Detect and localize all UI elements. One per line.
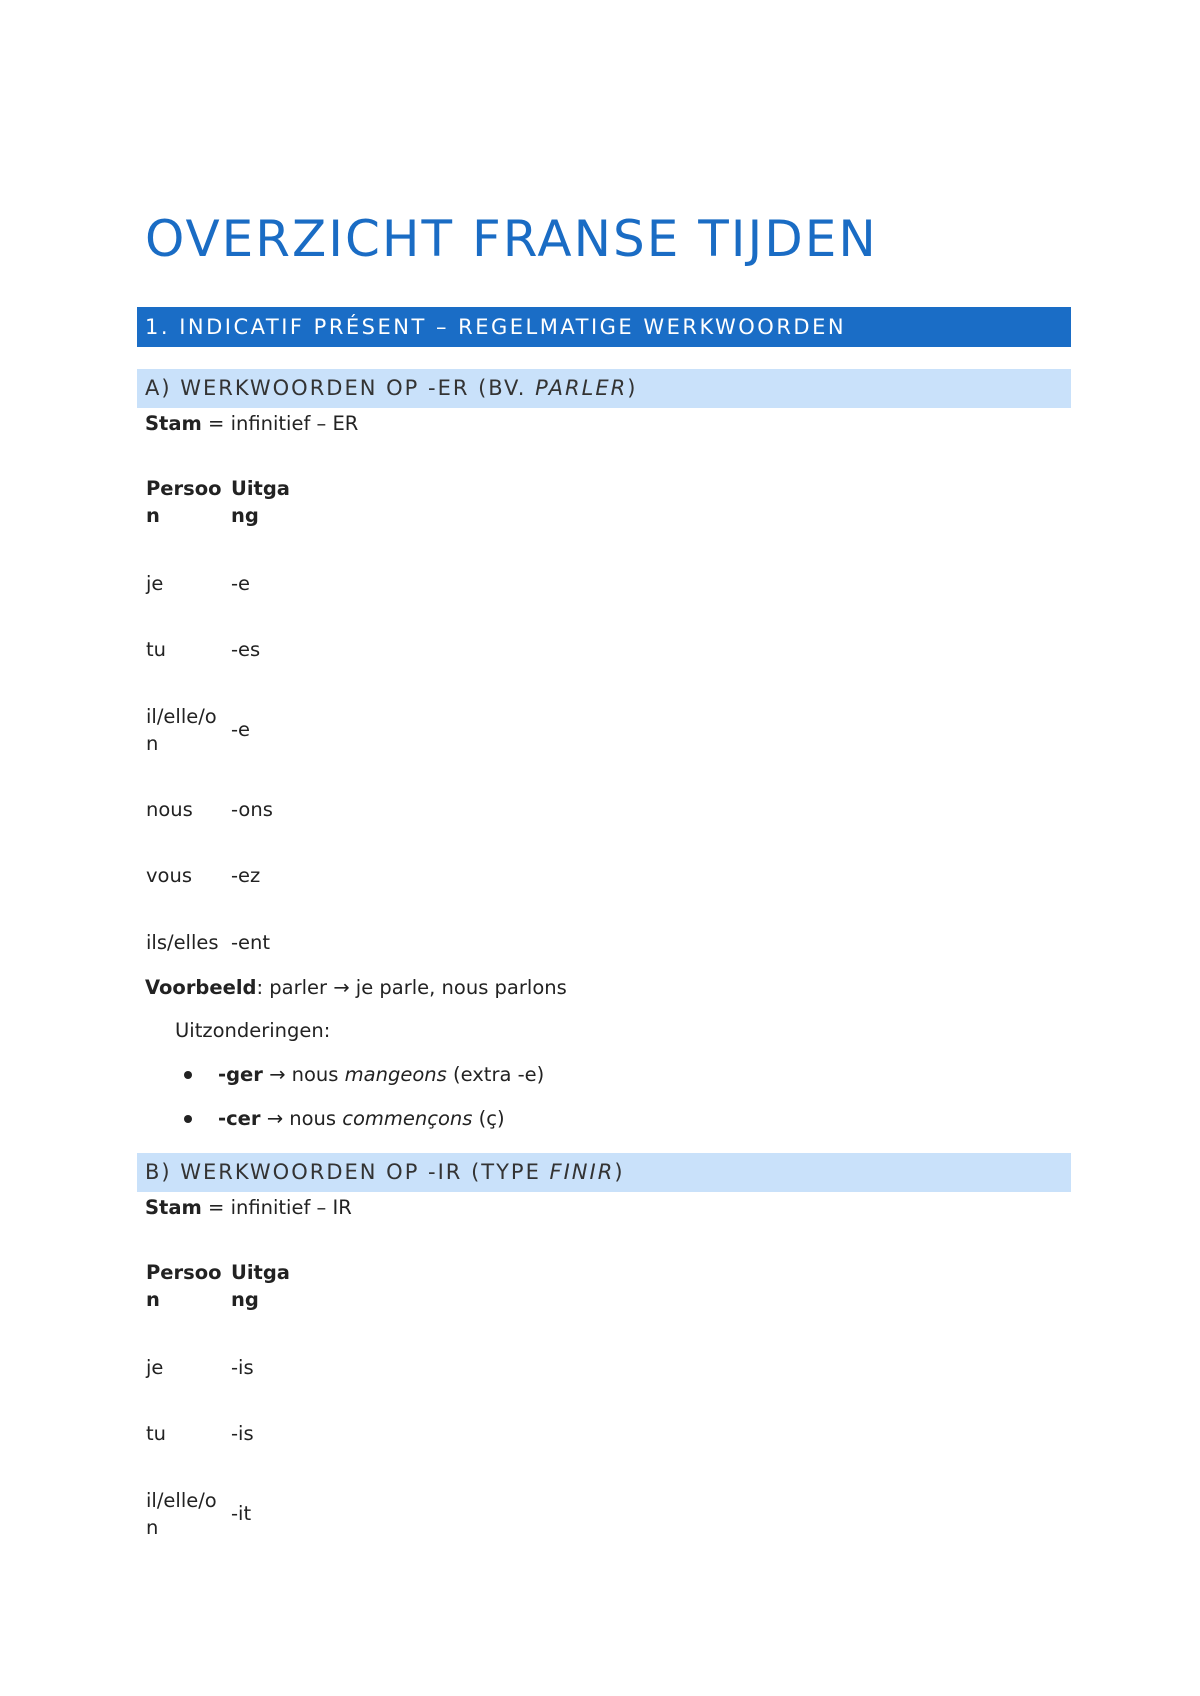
- table-cell-ending: -e: [231, 572, 251, 595]
- exceptions-label: Uitzonderingen:: [175, 1019, 331, 1042]
- section-a-heading: [137, 369, 1071, 408]
- section-b-heading-italic: FINIR: [549, 1160, 615, 1184]
- stam-text: = infinitief – IR: [201, 1196, 352, 1219]
- exception-ending: -ger: [218, 1063, 263, 1086]
- section-a-example: [145, 974, 567, 1001]
- exception-item: [218, 1061, 544, 1088]
- table-cell-ending: -es: [231, 638, 261, 661]
- table-cell-person: nous: [146, 798, 193, 821]
- bullet-icon: [184, 1115, 192, 1123]
- section-a-heading-italic: PARLER: [535, 376, 628, 400]
- table-cell-ending: -is: [231, 1422, 254, 1445]
- exception-ending: -cer: [218, 1107, 261, 1130]
- stam-label: Stam: [145, 412, 202, 435]
- table-header-uitgang: Uitgang: [231, 477, 290, 527]
- exception-note: (extra -e): [446, 1063, 545, 1086]
- table-cell-person: tu: [146, 1422, 167, 1445]
- table-cell-ending: -is: [231, 1356, 254, 1379]
- table-cell-person: vous: [146, 864, 192, 887]
- bullet-icon: [184, 1071, 192, 1079]
- section-b-heading-prefix: B) WERKWOORDEN OP -IR (TYPE: [145, 1160, 550, 1184]
- table-cell-ending: -ez: [231, 864, 261, 887]
- exception-example: commençons: [342, 1107, 473, 1130]
- section-a-heading-suffix: ): [627, 376, 638, 400]
- table-cell-person: tu: [146, 638, 167, 661]
- table-header-persoon: Persoon: [146, 477, 222, 527]
- section-1-heading: 1. INDICATIF PRÉSENT – REGELMATIGE WERKWOORDEN: [137, 307, 1071, 347]
- section-b-stam: [145, 1194, 352, 1221]
- table-cell-person: ils/elles: [146, 931, 219, 954]
- example-label: Voorbeeld: [145, 976, 257, 999]
- table-header-uitgang: Uitgang: [231, 1261, 290, 1311]
- exception-item: [218, 1105, 505, 1132]
- section-b-heading-suffix: ): [614, 1160, 625, 1184]
- page-title: OVERZICHT FRANSE TIJDEN: [145, 210, 878, 268]
- section-a-heading-prefix: A) WERKWOORDEN OP -ER (BV.: [145, 376, 536, 400]
- table-cell-ending: -ons: [231, 798, 273, 821]
- table-cell-ending: -e: [231, 718, 251, 741]
- table-cell-person: il/elle/on: [146, 1489, 217, 1539]
- exception-note: (ç): [472, 1107, 505, 1130]
- table-cell-person: je: [146, 572, 164, 595]
- section-a-stam: [145, 410, 358, 437]
- stam-text: = infinitief – ER: [201, 412, 359, 435]
- section-b-heading: [137, 1153, 1071, 1192]
- table-cell-ending: -it: [231, 1502, 252, 1525]
- exception-text: → nous: [262, 1063, 345, 1086]
- table-header-persoon: Persoon: [146, 1261, 222, 1311]
- example-text: : parler → je parle, nous parlons: [256, 976, 567, 999]
- table-cell-person: je: [146, 1356, 164, 1379]
- exception-example: mangeons: [344, 1063, 447, 1086]
- table-cell-person: il/elle/on: [146, 705, 217, 755]
- stam-label: Stam: [145, 1196, 202, 1219]
- table-cell-ending: -ent: [231, 931, 271, 954]
- exception-text: → nous: [260, 1107, 343, 1130]
